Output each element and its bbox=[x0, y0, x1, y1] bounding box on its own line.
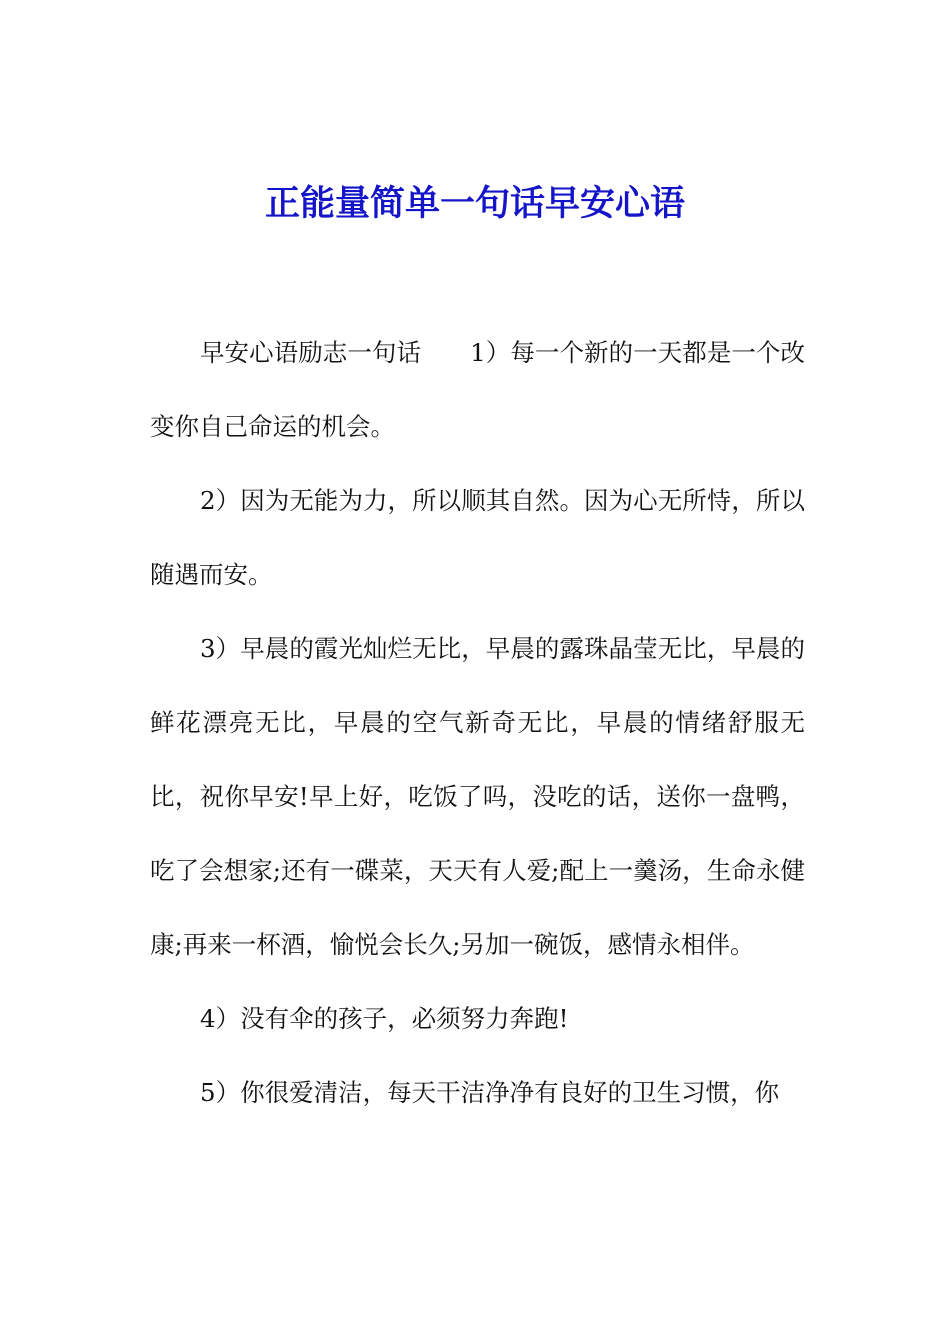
paragraph-1: 早安心语励志一句话 1）每一个新的一天都是一个改变你自己命运的机会。 bbox=[150, 338, 805, 441]
paragraph-5: 5）你很爱清洁，每天干洁净净有良好的卫生习惯，你 bbox=[200, 1078, 780, 1107]
paragraph-4: 4）没有伞的孩子，必须努力奔跑! bbox=[200, 1004, 569, 1033]
paragraph-2: 2）因为无能为力，所以顺其自然。因为心无所恃，所以随遇而安。 bbox=[150, 486, 805, 589]
document-body bbox=[150, 316, 805, 1130]
paragraph-3: 3）早晨的霞光灿烂无比，早晨的露珠晶莹无比，早晨的鲜花漂亮无比，早晨的空气新奇无比，早晨的情绪舒服无比，祝你早安!早上好，吃饭了吗，没吃的话，送你一盘鸭，吃了会想家;还有一碟菜，天天有人爱;配上一羹汤，生命永健康;再来一杯酒，愉悦会长久;另加一碗饭，感情永相伴。 bbox=[150, 634, 805, 959]
document-title: 正能量简单一句话早安心语 bbox=[264, 184, 685, 224]
